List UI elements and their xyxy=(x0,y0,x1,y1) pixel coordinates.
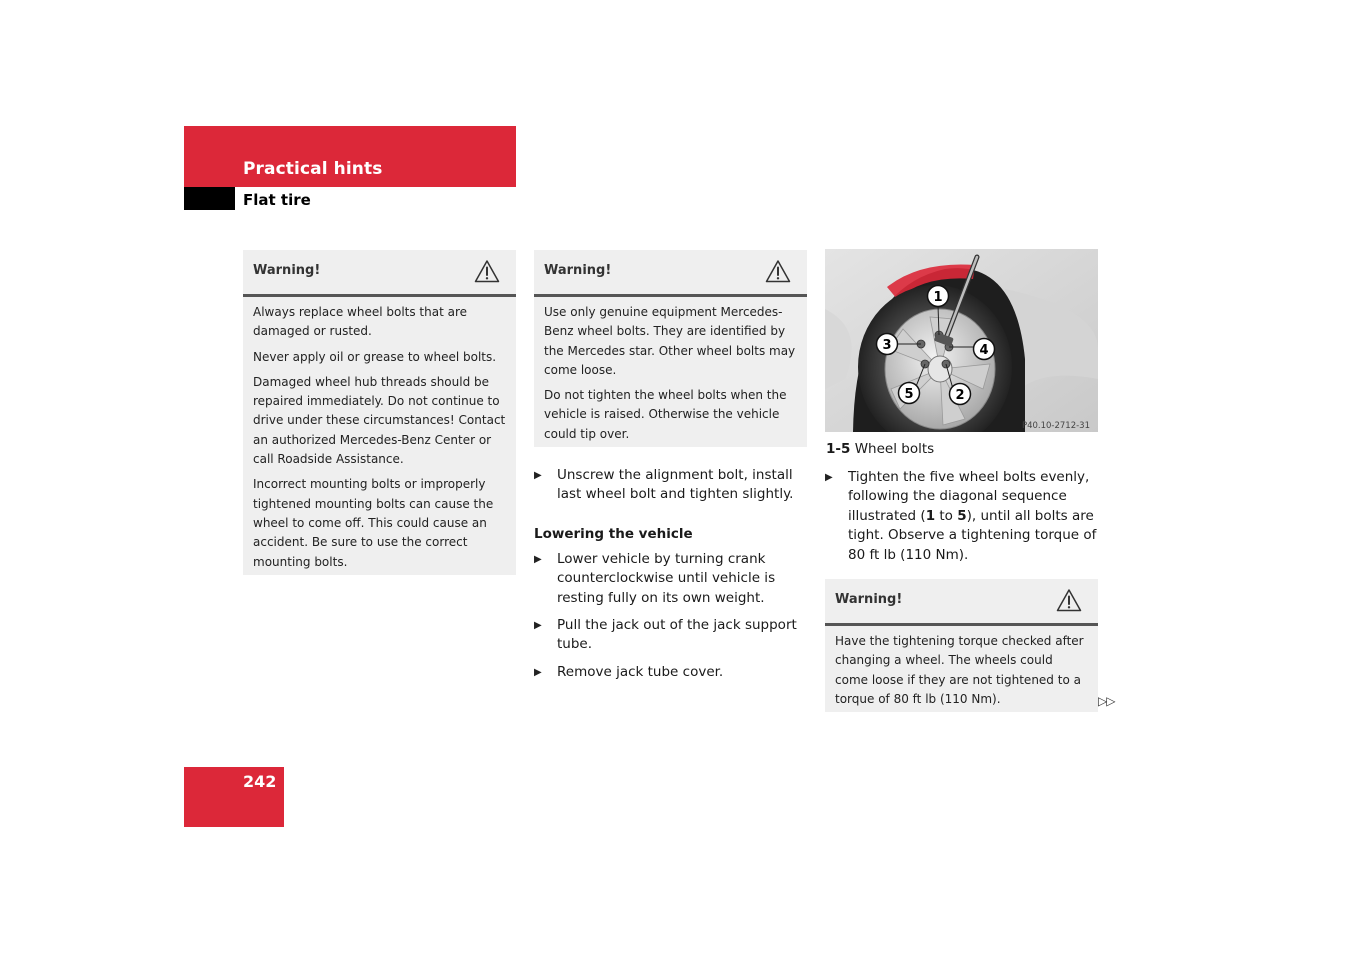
list-item xyxy=(534,550,808,608)
step-list xyxy=(825,468,1098,565)
bolt-label-2: 2 xyxy=(955,388,965,403)
warning-box-right xyxy=(825,579,1098,712)
subsection-title: Flat tire xyxy=(243,191,311,209)
warning-header xyxy=(825,579,1098,626)
warning-box-middle xyxy=(534,250,807,447)
image-code: P40.10-2712-31 xyxy=(1021,421,1090,431)
warning-title: Warning! xyxy=(544,263,612,278)
step-text-part: to xyxy=(935,507,958,524)
list-item xyxy=(534,663,808,682)
step-text-bold: 5 xyxy=(957,507,967,524)
section-heading-lowering: Lowering the vehicle xyxy=(534,525,693,542)
section-marker-block xyxy=(184,187,235,210)
step-text: Pull the jack out of the jack support tube. xyxy=(557,617,797,653)
triangle-bullet-icon: ▶ xyxy=(534,620,542,632)
triangle-bullet-icon: ▶ xyxy=(534,553,542,565)
section-title: Practical hints xyxy=(243,159,383,179)
bolt-label-3: 3 xyxy=(882,338,892,353)
middle-column-steps xyxy=(534,466,808,690)
warning-title: Warning! xyxy=(835,592,903,607)
caption-text: Wheel bolts xyxy=(854,441,935,457)
warning-triangle-icon xyxy=(765,259,791,283)
step-list xyxy=(534,466,808,505)
step-text-bold: 1 xyxy=(925,507,936,524)
caption-range: 1-5 xyxy=(826,441,851,457)
continue-marker: ▷▷ xyxy=(1098,694,1115,708)
warning-paragraph: Damaged wheel hub threads should be repaired immediately. Do not continue to drive under these circumstances! Contact an authorized Mercedes-Benz Center or call Roadside Assistance. xyxy=(253,374,506,467)
step-text-part: Tighten the five wheel bolts evenly, following the diagonal sequence illustrated ( xyxy=(848,469,1090,524)
warning-header xyxy=(534,250,807,297)
warning-triangle-icon xyxy=(1056,588,1082,612)
step-text: Lower vehicle by turning crank counterclockwise until vehicle is resting fully on its own weight. xyxy=(557,550,776,606)
bolt-label-1: 1 xyxy=(933,290,943,305)
list-item xyxy=(534,466,808,505)
warning-box-left xyxy=(243,250,516,575)
warning-paragraph: Always replace wheel bolts that are damaged or rusted. xyxy=(253,305,468,339)
step-text: Remove jack tube cover. xyxy=(557,663,724,680)
bolt-label-5: 5 xyxy=(904,387,914,402)
page-number: 242 xyxy=(243,772,277,791)
figure-caption xyxy=(826,441,934,457)
list-item xyxy=(825,468,1098,565)
warning-triangle-icon xyxy=(474,259,500,283)
triangle-bullet-icon: ▶ xyxy=(825,472,833,483)
warning-paragraph: Incorrect mounting bolts or improperly tightened mounting bolts can cause the wheel to come off. This could cause an accident. Be sure to use the correct mounting bolts. xyxy=(253,477,494,569)
bolt-label-4: 4 xyxy=(979,343,989,358)
warning-header xyxy=(243,250,516,297)
step-text-part: ), until all bolts are tight. Observe a tightening torque of 80 ft lb (110 Nm). xyxy=(848,507,1097,563)
warning-paragraph: Never apply oil or grease to wheel bolts. xyxy=(253,349,497,364)
wheel-bolts-figure xyxy=(825,249,1098,432)
warning-paragraph: Do not tighten the wheel bolts when the vehicle is raised. Otherwise the vehicle could tip over. xyxy=(544,388,787,441)
triangle-bullet-icon: ▶ xyxy=(534,470,542,481)
warning-title: Warning! xyxy=(253,263,321,278)
warning-paragraph: Use only genuine equipment Mercedes-Benz wheel bolts. They are identified by the Mercedes star. Other wheel bolts may come loose. xyxy=(544,305,796,377)
warning-paragraph: Have the tightening torque checked after changing a wheel. The wheels could come loose if they are not tightened to a torque of 80 ft lb (110 Nm). xyxy=(835,634,1084,706)
step-list xyxy=(534,550,808,682)
step-text: Unscrew the alignment bolt, install last wheel bolt and tighten slightly. xyxy=(557,467,794,503)
right-column-steps xyxy=(825,468,1098,573)
triangle-bullet-icon: ▶ xyxy=(534,666,542,678)
list-item xyxy=(534,616,808,655)
step-text xyxy=(848,469,1096,563)
wheel-illustration xyxy=(825,249,1098,432)
